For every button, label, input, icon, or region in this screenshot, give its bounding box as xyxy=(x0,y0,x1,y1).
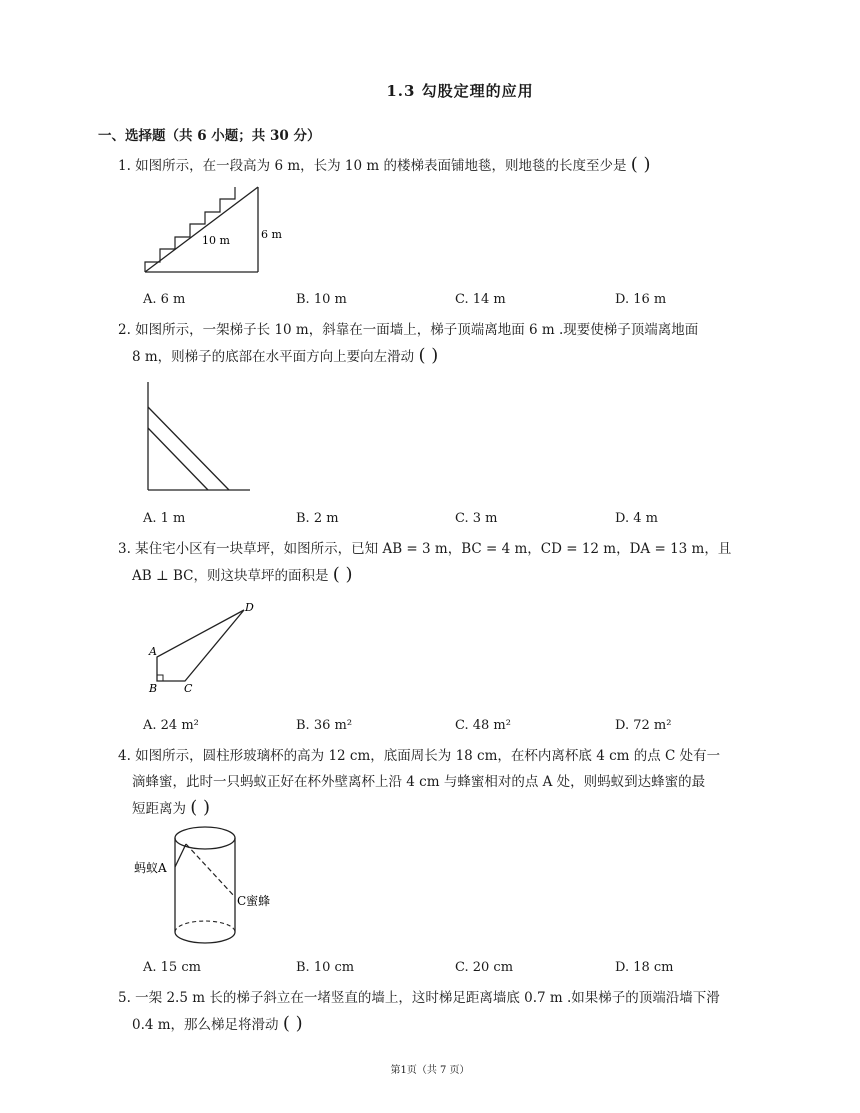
question-3-text xyxy=(118,536,768,589)
question-1-option-c: C. 14 m xyxy=(455,292,506,307)
question-2-option-a: A. 1 m xyxy=(143,511,186,526)
question-3-option-b: B. 36 m² xyxy=(296,718,353,733)
question-3-option-a: A. 24 m² xyxy=(143,718,199,733)
question-2-line-1: 2. 如图所示，一架梯子长 10 m，斜靠在一面墙上，梯子顶端离地面 6 m .现要使梯子顶端离地面 xyxy=(118,322,699,338)
question-4-text xyxy=(118,743,768,822)
question-2-text xyxy=(118,317,768,370)
question-5-text xyxy=(118,985,768,1038)
question-3-figure-lawn xyxy=(140,600,270,700)
question-4-figure-cylinder xyxy=(130,822,290,952)
question-2-line-2: 8 m，则梯子的底部在水平面方向上要向左滑动 xyxy=(132,349,415,365)
question-4-option-b: B. 10 cm xyxy=(296,960,355,975)
question-4-line-1: 4. 如图所示，圆柱形玻璃杯的高为 12 cm，底面周长为 18 cm，在杯内离杯底 4 cm 的点 C 处有一 xyxy=(118,748,721,764)
question-1-line-1: 1. 如图所示，在一段高为 6 m，长为 10 m 的楼梯表面铺地毯，则地毯的长度至少是 xyxy=(118,158,627,174)
question-1-option-d: D. 16 m xyxy=(615,292,667,307)
section-heading: 一、选择题（共 6 小题；共 30 分） xyxy=(98,128,321,144)
question-1-option-b: B. 10 m xyxy=(296,292,347,307)
question-1-option-a: A. 6 m xyxy=(143,292,186,307)
question-2-option-d: D. 4 m xyxy=(615,511,658,526)
question-5-line-2: 0.4 m，那么梯足将滑动 xyxy=(132,1017,279,1033)
question-4-option-c: C. 20 cm xyxy=(455,960,514,975)
figure-label-bee: C蜜蜂 xyxy=(237,894,271,908)
question-5-answer-paren: ( ) xyxy=(282,1013,303,1034)
question-4-line-2: 滴蜂蜜，此时一只蚂蚁正好在杯外壁离杯上沿 4 cm 与蜂蜜相对的点 A 处，则蚂蚁到达蜂蜜的最 xyxy=(132,774,706,790)
figure-label-ant: 蚂蚁A xyxy=(134,861,167,875)
question-3-line-2: AB ⊥ BC，则这块草坪的面积是 xyxy=(132,568,329,584)
question-3-answer-paren: ( ) xyxy=(332,564,353,585)
question-2-answer-paren: ( ) xyxy=(418,345,439,366)
question-2-option-c: C. 3 m xyxy=(455,511,498,526)
figure-label-a: A xyxy=(149,645,157,658)
question-1-text xyxy=(118,152,768,179)
question-3-option-d: D. 72 m² xyxy=(615,718,672,733)
question-3-option-c: C. 48 m² xyxy=(455,718,511,733)
figure-label-c: C xyxy=(184,682,193,695)
question-2-option-b: B. 2 m xyxy=(296,511,339,526)
question-5-line-1: 5. 一架 2.5 m 长的梯子斜立在一堵竖直的墙上，这时梯足距离墙底 0.7 m .如果梯子的顶端沿墙下滑 xyxy=(118,990,720,1006)
figure-label-hypotenuse: 10 m xyxy=(202,234,230,247)
question-1-figure-staircase xyxy=(140,185,290,280)
page-footer: 第1页（共 7 页） xyxy=(390,1065,470,1076)
figure-label-b: B xyxy=(149,682,158,695)
question-2-figure-ladder xyxy=(140,380,255,495)
question-4-option-d: D. 18 cm xyxy=(615,960,674,975)
question-3-line-1: 3. 某住宅小区有一块草坪，如图所示，已知 AB = 3 m，BC = 4 m，CD = 12 m，DA = 13 m，且 xyxy=(118,541,732,557)
figure-label-d: D xyxy=(245,601,254,614)
question-4-line-3: 短距离为 xyxy=(132,801,186,817)
figure-label-height: 6 m xyxy=(261,228,282,241)
question-4-answer-paren: ( ) xyxy=(190,797,211,818)
question-1-answer-paren: ( ) xyxy=(630,154,651,175)
page-title: 1.3 勾股定理的应用 xyxy=(386,82,534,100)
question-4-option-a: A. 15 cm xyxy=(143,960,201,975)
